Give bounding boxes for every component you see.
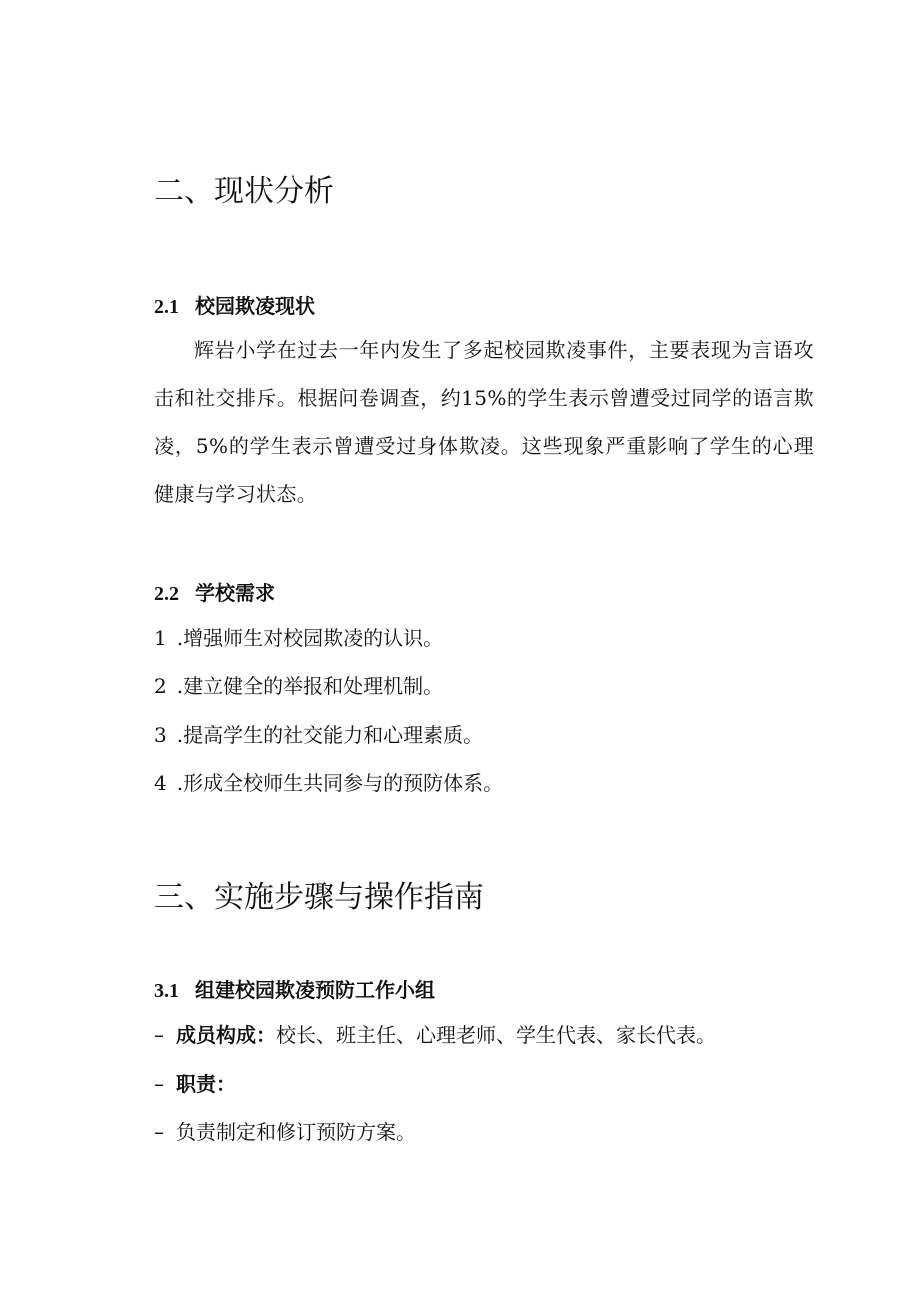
- dash-marker: –: [154, 1120, 164, 1144]
- list-item-number: 3: [154, 723, 167, 747]
- dash-marker: –: [154, 1072, 164, 1096]
- list-item: [154, 759, 503, 807]
- list-item: [154, 1011, 716, 1059]
- section-3-title: 三、实施步骤与操作指南: [154, 880, 484, 915]
- list-item: [154, 1060, 236, 1108]
- list-item-text: .增强师生对校园欺凌的认识。: [176, 626, 444, 650]
- field-label: 职责：: [176, 1072, 236, 1096]
- list-item-text: .建立健全的举报和处理机制。: [176, 674, 444, 698]
- bullying-status-paragraph: 辉岩小学在过去一年内发生了多起校园欺凌事件，主要表现为言语攻击和社交排斥。根据问卷调查，约15%的学生表示曾遭受过同学的语言欺凌，5%的学生表示曾遭受过身体欺凌。这些现象严重影响了学生的心理健康与学习状态。: [154, 338, 814, 506]
- list-item: [154, 711, 483, 759]
- list-item-number: 2: [154, 674, 167, 698]
- subsection-2-2-heading: [154, 577, 275, 606]
- list-item-text: .提高学生的社交能力和心理素质。: [176, 723, 484, 747]
- subsection-number: 2.2: [154, 583, 179, 605]
- list-item: [154, 1108, 416, 1156]
- field-label: 成员构成：: [176, 1023, 276, 1047]
- list-item-number: 1: [154, 626, 167, 650]
- field-value: 负责制定和修订预防方案。: [176, 1120, 416, 1144]
- subsection-number: 2.1: [154, 296, 179, 318]
- list-item: [154, 614, 443, 662]
- subsection-title: 校园欺凌现状: [195, 294, 315, 318]
- subsection-2-1-heading: [154, 290, 315, 319]
- subsection-title: 组建校园欺凌预防工作小组: [195, 978, 435, 1002]
- field-value: 校长、班主任、心理老师、学生代表、家长代表。: [276, 1023, 716, 1047]
- list-item-text: .形成全校师生共同参与的预防体系。: [176, 771, 504, 795]
- subsection-number: 3.1: [154, 980, 179, 1002]
- dash-marker: –: [154, 1023, 164, 1047]
- subsection-3-1-heading: [154, 974, 435, 1003]
- subsection-title: 学校需求: [195, 581, 275, 605]
- list-item: [154, 662, 443, 710]
- list-item-number: 4: [154, 771, 167, 795]
- section-2-title: 二、现状分析: [154, 174, 334, 209]
